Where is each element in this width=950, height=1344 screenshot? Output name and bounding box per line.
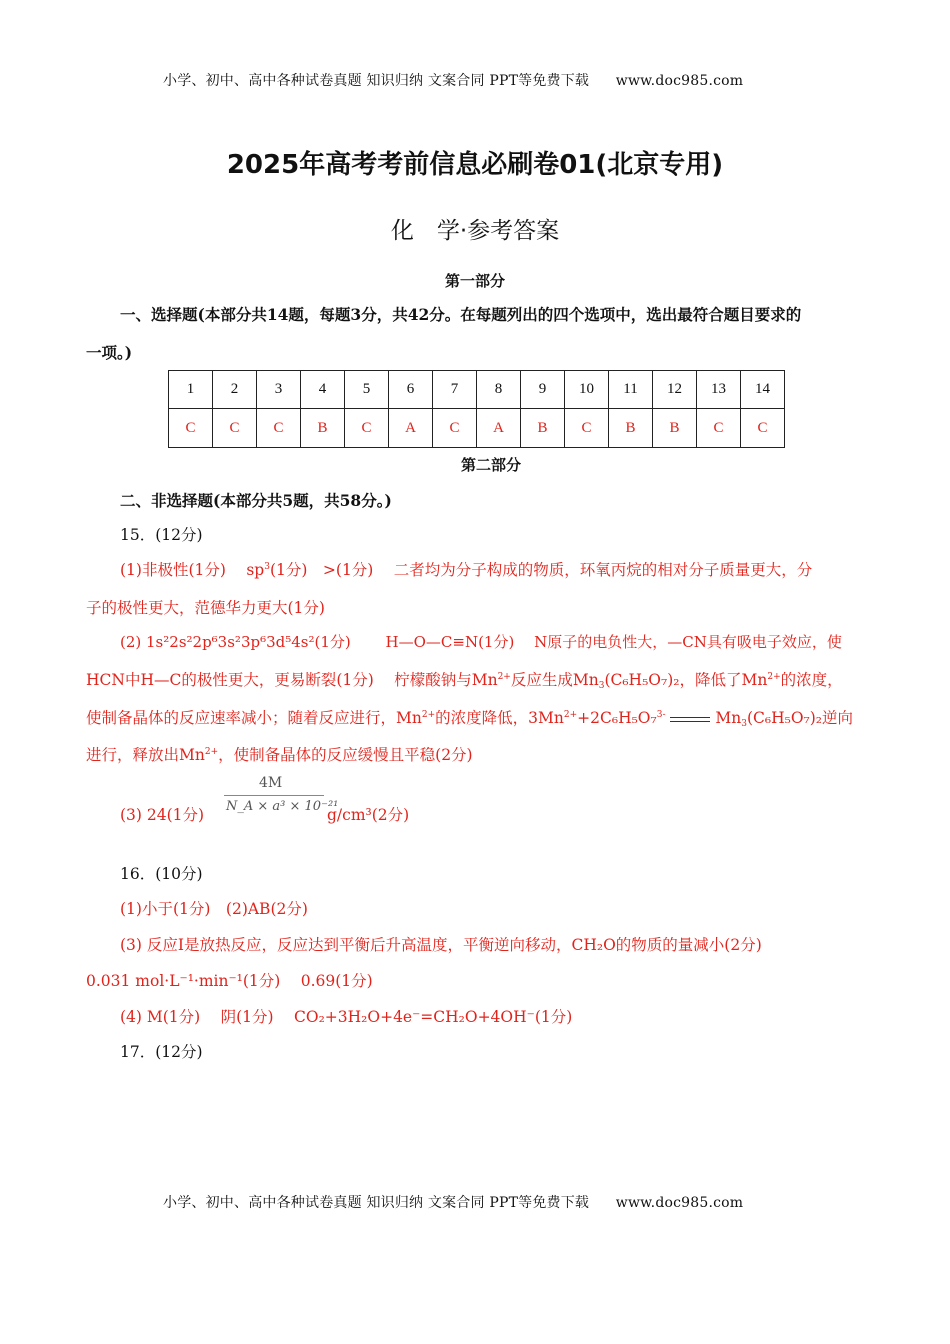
footer-url[interactable]: www.doc985.com (615, 1195, 744, 1211)
q15-p2-l2-c: ，降低了Mn (679, 671, 768, 689)
question-number: 13 (697, 371, 741, 409)
answer-letter: C (169, 409, 213, 448)
footer-text: 小学、初中、高中各种试卷真题 知识归纳 文案合同 PPT等免费下载 (163, 1195, 590, 1211)
answer-letter: B (653, 409, 697, 448)
answer-letter: C (741, 409, 785, 448)
question-number: 2 (213, 371, 257, 409)
fraction-denominator: N_A × a³ × 10⁻²¹ (226, 799, 339, 814)
mn3-formula: (C₆H₅O₇)₂ (746, 709, 823, 727)
mn-charge: 2+ (204, 747, 219, 757)
answer-letter: C (697, 409, 741, 448)
question-number: 6 (389, 371, 433, 409)
part1-intro-line1: 一、选择题(本部分共14题，每题3分，共42分。在每题列出的四个选项中，选出最符合题目要求的 (120, 305, 802, 324)
question-number: 8 (477, 371, 521, 409)
q15-part3-answer: (3) 24(1分) (120, 806, 205, 824)
q15-label: 15．(12分) (120, 526, 203, 544)
part1-intro-line2: 一项。) (86, 343, 133, 362)
answer-letter: A (477, 409, 521, 448)
q15-part2-line4 (86, 743, 473, 765)
q15-p2-l2-d: 的浓度， (780, 671, 843, 689)
q15-p1-b: (1分) >(1分) 二者均为分子构成的物质，环氧丙烷的相对分子质量更大，分 (269, 561, 813, 579)
q15-part2-line3: 使制备晶体的反应速率减小；随着反应进行，$Mn^{2+}$的浓度降低，$3Mn^{2+}+2C_6H_5O_7^{3-}$ $Mn_3(C_6H_5O_7)_2$逆向 (86, 709, 854, 729)
q15-p2-l3-b: 的浓度降低，3Mn (435, 709, 564, 727)
question-number: 14 (741, 371, 785, 409)
q15-part1-line1 (120, 558, 812, 580)
q15-p2-l3-d: 逆向 (822, 709, 854, 727)
citrate-formula: ₆H₅O₇ (611, 709, 657, 727)
part2-heading: 第二部分 (460, 456, 521, 474)
answer-letter: B (609, 409, 653, 448)
q15-p1-sup: 3 (264, 562, 270, 572)
answer-letter: B (301, 409, 345, 448)
fraction-bar (224, 795, 324, 796)
q15-part1-line2: 子的极性更大，范德华力更大(1分) (86, 599, 325, 617)
q15-p2-l4-a: 进行，释放出Mn (86, 746, 205, 764)
answer-letter: C (433, 409, 477, 448)
answer-letter: C (565, 409, 609, 448)
page-header (163, 70, 743, 90)
q15-p2-l4-b: ，使制备晶体的反应缓慢且平稳(2分) (218, 746, 473, 764)
q17-label: 17．(12分) (120, 1043, 203, 1061)
q15-p2-l2-a: HCN中H—C的极性更大，更易断裂(1分) 柠檬酸钠与Mn (86, 671, 498, 689)
citrate-charge: 3- (656, 710, 666, 720)
mn-charge: 2+ (767, 672, 781, 682)
q15-part3-unit: g/cm³(2分) (327, 806, 410, 824)
q16-part4: (4) M(1分) 阴(1分) CO₂+3H₂O+4e⁻=CH₂O+4OH⁻(1分) (120, 1008, 573, 1026)
question-number: 1 (169, 371, 213, 409)
mn3-formula: (C₆H₅O₇)₂ (604, 671, 680, 689)
q15-p2-l2-b: 反应生成Mn (510, 671, 599, 689)
page-title: 2025年高考考前信息必刷卷01(北京专用) (226, 150, 724, 180)
question-number: 7 (433, 371, 477, 409)
question-number: 11 (609, 371, 653, 409)
part1-heading: 第一部分 (444, 272, 505, 290)
q15-p2-l3-c: +2C (577, 709, 612, 727)
q15-part2-line2: HCN中H—C的极性更大，更易断裂(1分) 柠檬酸钠与$Mn^{2+}$反应生成$Mn_3(C_6H_5O_7)_2$，降低了$Mn^{2+}$的浓度， (86, 671, 843, 691)
q15-p2-l3-a: 使制备晶体的反应速率减小；随着反应进行，Mn (86, 709, 422, 727)
page-subtitle: 化 学·参考答案 (390, 218, 560, 244)
page-footer (163, 1192, 743, 1212)
question-number: 10 (565, 371, 609, 409)
q16-part1: (1)小于(1分) (2)AB(2分) (120, 900, 308, 918)
answer-table (168, 370, 785, 448)
fraction-numerator: 4M (259, 775, 283, 791)
answer-letter: C (345, 409, 389, 448)
question-number: 9 (521, 371, 565, 409)
q16-label: 16．(10分) (120, 865, 203, 883)
answer-letter: B (521, 409, 565, 448)
equilibrium-arrow-icon (670, 714, 710, 724)
question-number: 3 (257, 371, 301, 409)
answer-table-number-row (169, 371, 785, 409)
question-number: 5 (345, 371, 389, 409)
header-url[interactable]: www.doc985.com (615, 73, 744, 89)
mn-charge: 2+ (421, 710, 436, 720)
q15-part2-line1: (2) 1s²2s²2p⁶3s²3p⁶3d⁵4s²(1分) H—O—C≡N(1分) N原子的电负性大，—CN具有吸电子效应，使 (120, 633, 842, 651)
answer-letter: C (213, 409, 257, 448)
answer-letter: A (389, 409, 433, 448)
q16-part3: (3) 反应I是放热反应，反应达到平衡后升高温度，平衡逆向移动，CH₂O的物质的量减小(2分) (120, 936, 762, 954)
question-number: 4 (301, 371, 345, 409)
question-number: 12 (653, 371, 697, 409)
mn-charge: 2+ (563, 710, 578, 720)
mn-charge: 2+ (497, 672, 511, 682)
part2-intro: 二、非选择题(本部分共5题，共58分。) (120, 491, 392, 510)
header-text: 小学、初中、高中各种试卷真题 知识归纳 文案合同 PPT等免费下载 (163, 73, 590, 89)
answer-letter: C (257, 409, 301, 448)
q15-p1-a: (1)非极性(1分) sp (120, 561, 265, 579)
answer-table-letter-row (169, 409, 785, 448)
q16-part3-line2: 0.031 mol·L⁻¹·min⁻¹(1分) 0.69(1分) (86, 972, 373, 990)
